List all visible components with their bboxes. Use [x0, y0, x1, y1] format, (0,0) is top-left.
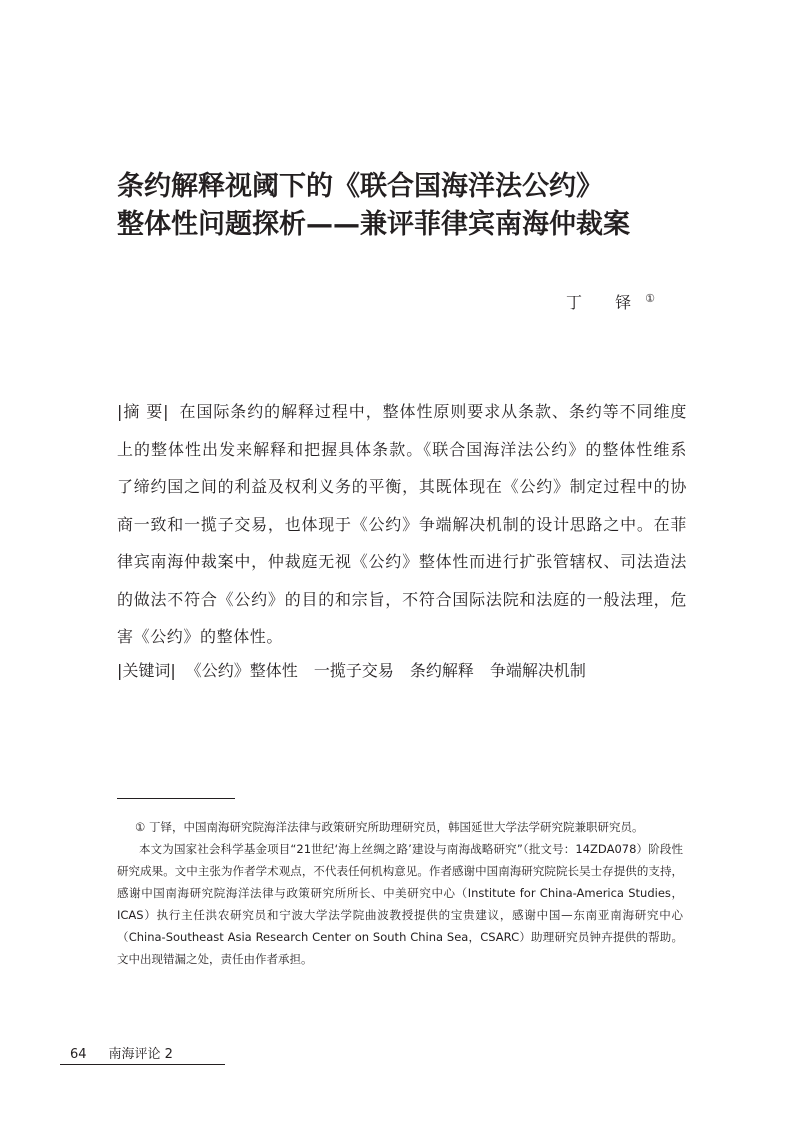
page-footer — [70, 1043, 173, 1062]
title-line-1: 条约解释视阈下的《联合国海洋法公约》 — [117, 171, 603, 202]
page-number: 64 — [70, 1047, 87, 1062]
footer-divider — [60, 1064, 225, 1065]
article-title — [117, 168, 717, 244]
author-byline — [566, 290, 655, 313]
title-line-2: 整体性问题探析——兼评菲律宾南海仲裁案 — [117, 209, 630, 240]
footnote-1: ① 丁铎，中国南海研究院海洋法律与政策研究所助理研究员，韩国延世大学法学研究院兼职研究员。 — [135, 820, 644, 834]
abstract — [117, 393, 687, 656]
keyword-item: 一揽子交易 — [313, 661, 394, 680]
journal-name: 南海评论 2 — [108, 1047, 173, 1062]
abstract-text: 在国际条约的解释过程中，整体性原则要求从条款、条约等不同维度上的整体性出发来解释和把握具体条款。《联合国海洋法公约》的整体性维系了缔约国之间的利益及权利义务的平衡，其既体现在《公约》制定过程中的协商一致和一揽子交易，也体现于《公约》争端解决机制的设计思路之中。在菲律宾南海仲裁案中，仲裁庭无视《公约》整体性而进行扩张管辖权、司法造法的做法不符合《公约》的目的和宗旨，不符合国际法院和法庭的一般法理，危害《公约》的整体性。 — [117, 402, 687, 646]
author-footnote-mark[interactable]: ① — [645, 292, 655, 305]
keywords-label: |关键词| — [117, 661, 176, 680]
footnote-funding: 本文为国家社会科学基金项目“21世纪‘海上丝绸之路’建设与南海战略研究”（批文号：14ZDA078）阶段性研究成果。文中主张为作者学术观点，不代表任何机构意见。作者感谢中国南海研究院院长吴士存提供的支持，感谢中国南海研究院海洋法律与政策研究所所长、中美研究中心（Institute for China-America Studies，ICAS）执行主任洪农研究员和宁波大学法学院曲波教授提供的宝贵建议，感谢中国—东南亚南海研究中心（China-Southeast Asia Research Center on South China Sea，CSARC）助理研究员钟卉提供的帮助。文中出现错漏之处，责任由作者承担。 — [117, 842, 683, 966]
footnote-divider — [117, 798, 235, 799]
author-name: 丁 铎 — [566, 293, 646, 312]
keyword-item: 条约解释 — [409, 661, 474, 680]
keyword-item: 争端解决机制 — [489, 661, 586, 680]
keyword-item: 《公约》整体性 — [185, 661, 298, 680]
keywords — [117, 652, 717, 689]
abstract-label: |摘 要| — [117, 402, 170, 421]
footnotes — [117, 816, 683, 970]
